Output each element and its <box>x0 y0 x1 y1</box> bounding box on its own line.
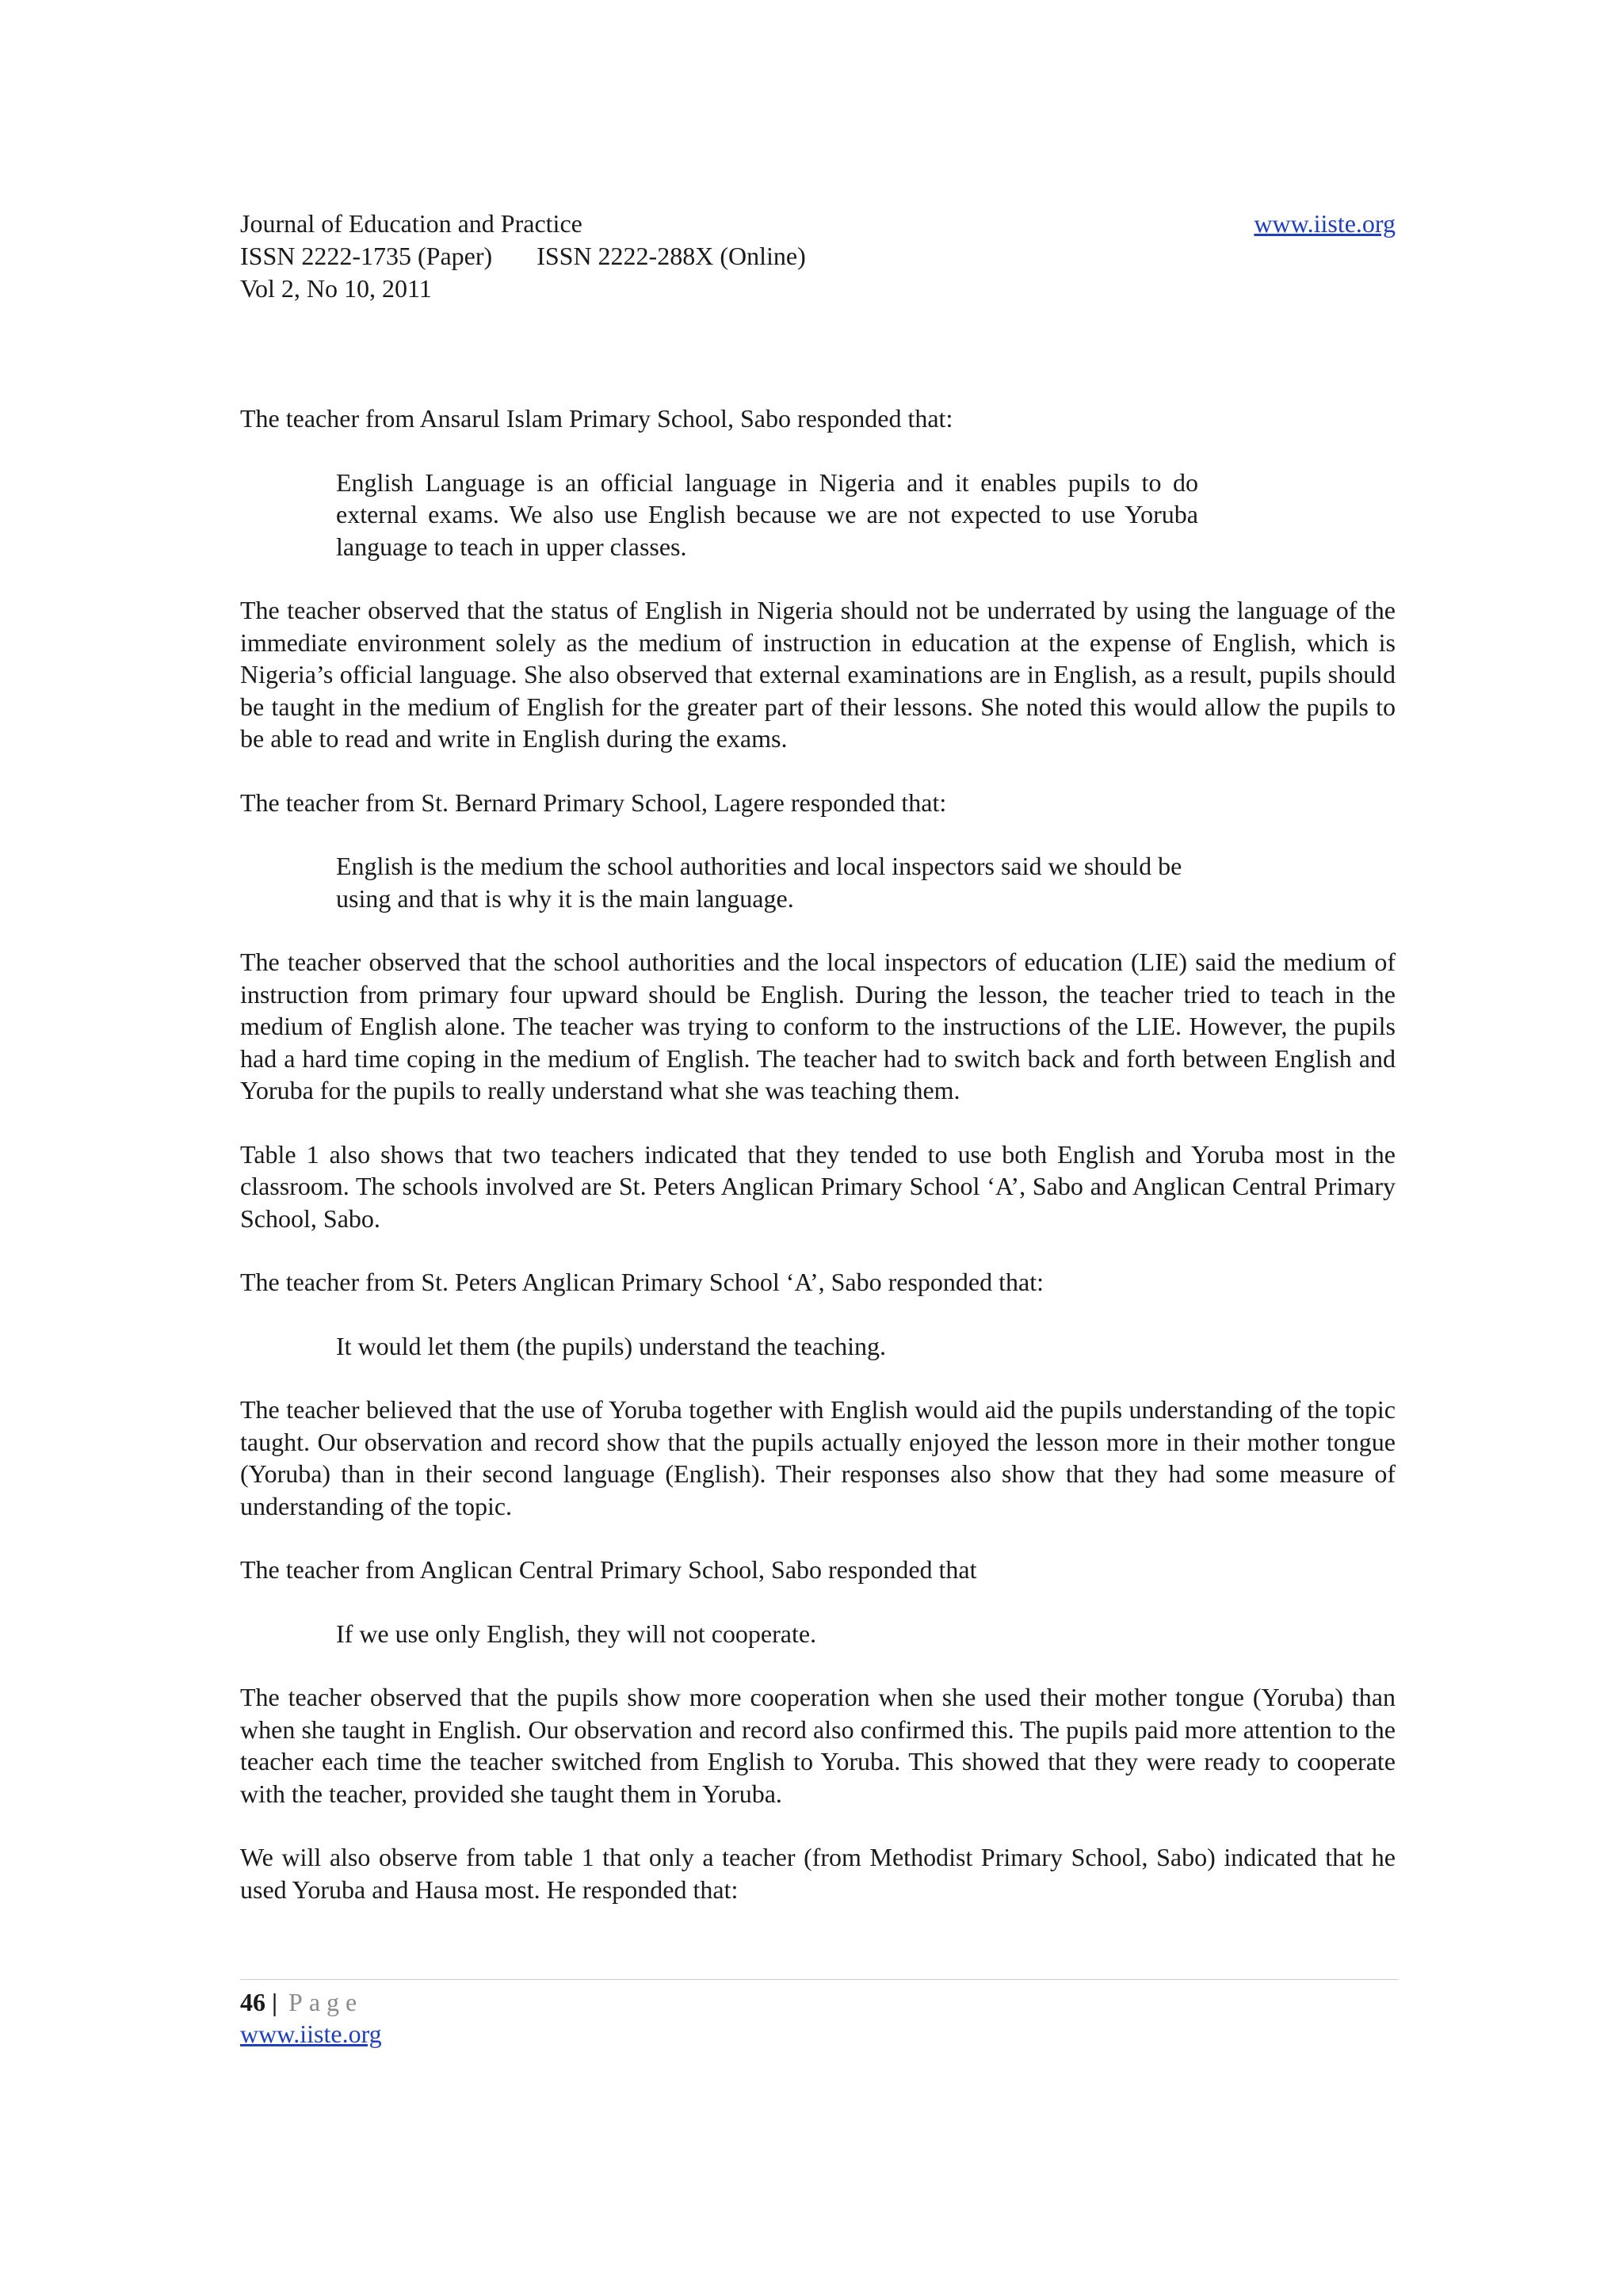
header-row-1 <box>240 208 1396 240</box>
paragraph-lie-instructions: The teacher observed that the school authorities and the local inspectors of education (LIE) said the medium of instruction from primary four upward should be English. During the lesson, the teacher tried to teach in the medium of English alone. The teacher was trying to conform to the instructions of the LIE. However, the pupils had a hard time coping in the medium of English. The teacher had to switch back and forth between English and Yoruba for the pupils to really understand what she was teaching them. <box>240 948 1396 1104</box>
page-word: Page <box>288 1988 364 2016</box>
paragraph-yoruba-aid: The teacher believed that the use of Yoruba together with English would aid the pupils understanding of the topic taught. Our observation and record show that the pupils actually enjoyed the lesson more in their mother tongue (Yoruba) than in their second language (English). Their responses also show that they had some measure of understanding of the topic. <box>240 1395 1396 1520</box>
paragraph-anglican-central-intro: The teacher from Anglican Central Primary School, Sabo responded that <box>240 1555 977 1584</box>
quote-st-bernard: English is the medium the school authorities and local inspectors said we should be using and that is why it is the main language. <box>336 852 1182 913</box>
page-separator: | <box>272 1988 278 2016</box>
paragraph-status-of-english: The teacher observed that the status of English in Nigeria should not be underrated by using the language of the immediate environment solely as the medium of instruction in education at the expense of English, which is Nigeria’s official language. She also observed that external examinations are in English, as a result, pupils should be taught in the medium of English for the greater part of their lessons. She noted this would allow the pupils to be able to read and write in English during the exams. <box>240 596 1396 753</box>
paragraph-methodist-intro: We will also observe from table 1 that only a teacher (from Methodist Primary School, Sabo) indicated that he used Yoruba and Hausa most. He responded that: <box>240 1843 1396 1904</box>
article-body <box>240 402 1396 1937</box>
volume-info: Vol 2, No 10, 2011 <box>240 274 432 303</box>
footer-url-link[interactable]: www.iiste.org <box>240 2019 382 2048</box>
paragraph-cooperation: The teacher observed that the pupils show more cooperation when she used their mother tongue (Yoruba) than when she taught in English. Our observation and record also confirmed this. The pupils paid more attention to the teacher each time the teacher switched from English to Yoruba. This showed that they were ready to cooperate with the teacher, provided she taught them in Yoruba. <box>240 1683 1396 1808</box>
page-footer <box>240 1979 1399 2050</box>
header-row-3 <box>240 273 1396 305</box>
paragraph-ansarul-intro: The teacher from Ansarul Islam Primary School, Sabo responded that: <box>240 404 953 433</box>
header-url-link[interactable]: www.iiste.org <box>1254 209 1396 238</box>
header-row-2 <box>240 240 1396 273</box>
page-header <box>240 208 1396 305</box>
footer-divider <box>240 1979 1399 1980</box>
paragraph-table-1-english-yoruba: Table 1 also shows that two teachers indicated that they tended to use both English and Yoruba most in the classroom. The schools involved are St. Peters Anglican Primary School ‘A’, Sabo and Anglican Central Primary School, Sabo. <box>240 1139 1396 1233</box>
quote-anglican-central: If we use only English, they will not cooperate. <box>336 1619 817 1648</box>
paragraph-st-bernard-intro: The teacher from St. Bernard Primary School, Lagere responded that: <box>240 788 947 817</box>
paragraph-st-peters-intro: The teacher from St. Peters Anglican Primary School ‘A’, Sabo responded that: <box>240 1268 1044 1296</box>
quote-ansarul: English Language is an official language in Nigeria and it enables pupils to do external exams. We also use English because we are not expected to use Yoruba language to teach in upper classes. <box>336 467 1198 561</box>
issn-online: ISSN 2222-288X (Online) <box>537 242 806 270</box>
journal-title: Journal of Education and Practice <box>240 209 582 238</box>
page-number: 46 <box>240 1988 265 2016</box>
issn-paper: ISSN 2222-1735 (Paper) <box>240 242 493 270</box>
page-number-line <box>240 1986 1399 2018</box>
quote-st-peters: It would let them (the pupils) understand the teaching. <box>336 1331 887 1360</box>
